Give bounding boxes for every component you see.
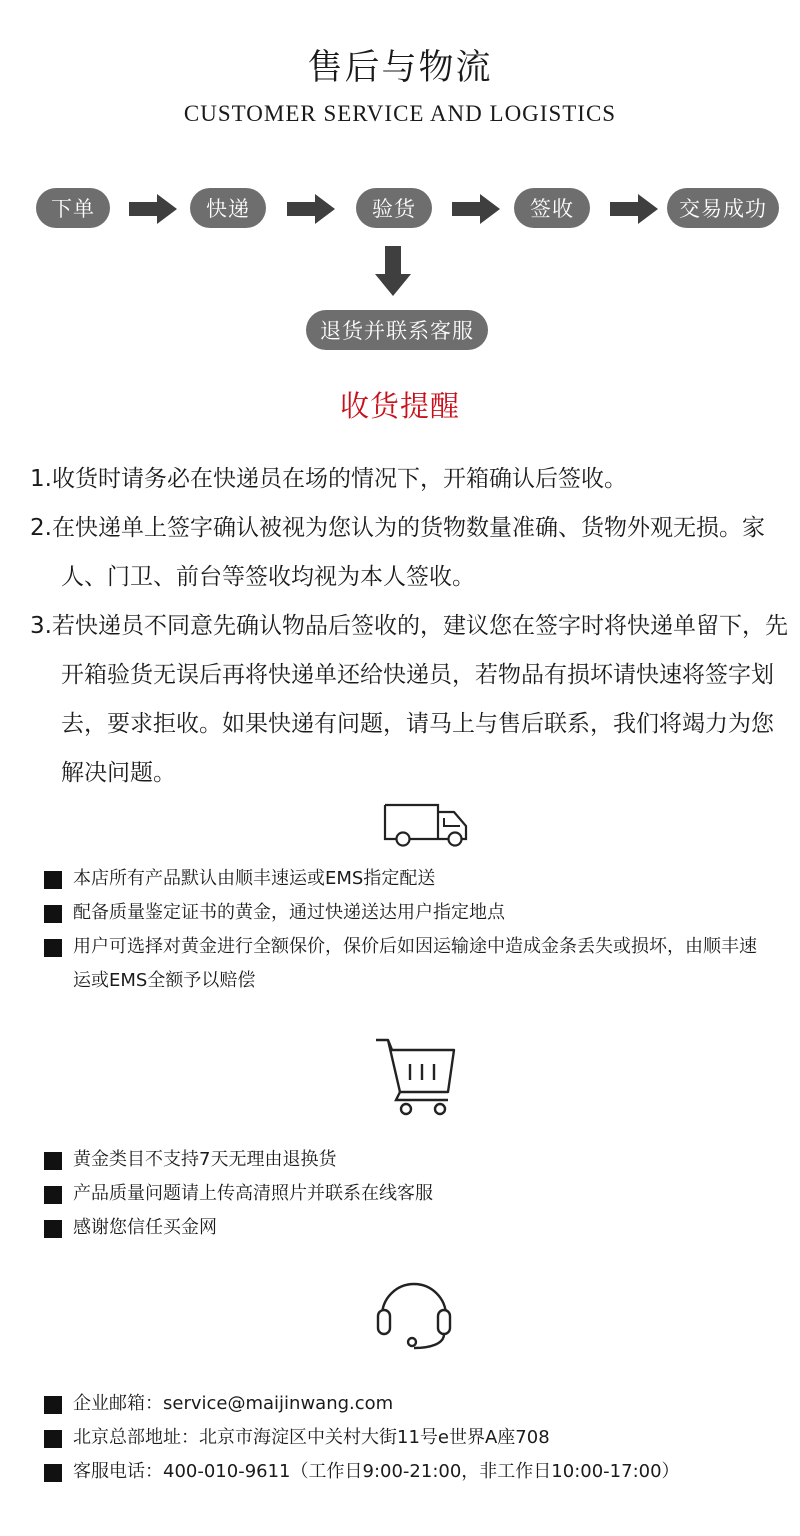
flow-step-sign: 签收 bbox=[514, 188, 590, 228]
bullet-square-icon bbox=[44, 905, 62, 923]
shipping-list bbox=[44, 862, 774, 998]
reminder-item: 2.在快递单上签字确认被视为您认为的货物数量准确、货物外观无损。家人、门卫、前台等签收均视为本人签收。 bbox=[30, 515, 765, 590]
reminder-item: 3.若快递员不同意先确认物品后签收的，建议您在签字时将快递单留下，先开箱验货无误后再将快递单还给快递员，若物品有损坏请快速将签字划去，要求拒收。如果快递有问题，请马上与售后联系，我们将竭力为您解决问题。 bbox=[30, 613, 788, 786]
headset-icon bbox=[374, 1278, 454, 1350]
list-item: 黄金类目不支持7天无理由退换货 bbox=[44, 1143, 433, 1177]
flow-step-order: 下单 bbox=[36, 188, 110, 228]
reminder-item: 1.收货时请务必在快递员在场的情况下，开箱确认后签收。 bbox=[30, 466, 627, 492]
truck-icon bbox=[380, 800, 470, 848]
bullet-square-icon bbox=[44, 1186, 62, 1204]
reminder-title: 收货提醒 bbox=[339, 389, 460, 423]
list-item: 本店所有产品默认由顺丰速运或EMS指定配送 bbox=[44, 862, 774, 896]
list-item: 用户可选择对黄金进行全额保价，保价后如因运输途中造成金条丢失或损坏，由顺丰速运或EMS全额予以赔偿 bbox=[44, 930, 774, 998]
bullet-square-icon bbox=[44, 1430, 62, 1448]
bullet-square-icon bbox=[44, 1220, 62, 1238]
list-item: 感谢您信任买金网 bbox=[44, 1211, 433, 1245]
arrow-right-icon bbox=[287, 194, 335, 224]
bullet-square-icon bbox=[44, 1152, 62, 1170]
flow-step-inspect: 验货 bbox=[356, 188, 432, 228]
shopping-cart-icon bbox=[374, 1036, 458, 1118]
returns-list bbox=[44, 1143, 433, 1245]
reminder-list bbox=[30, 455, 790, 798]
list-item: 产品质量问题请上传高清照片并联系在线客服 bbox=[44, 1177, 433, 1211]
flow-step-return: 退货并联系客服 bbox=[306, 310, 488, 350]
flow-step-success: 交易成功 bbox=[667, 188, 779, 228]
list-item: 配备质量鉴定证书的黄金，通过快递送达用户指定地点 bbox=[44, 896, 774, 930]
bullet-square-icon bbox=[44, 1464, 62, 1482]
bullet-square-icon bbox=[44, 1396, 62, 1414]
contact-list bbox=[44, 1387, 680, 1489]
bullet-square-icon bbox=[44, 871, 62, 889]
arrow-right-icon bbox=[610, 194, 658, 224]
arrow-right-icon bbox=[452, 194, 500, 224]
flow-step-express: 快递 bbox=[190, 188, 266, 228]
bullet-square-icon bbox=[44, 939, 62, 957]
arrow-down-icon bbox=[375, 246, 411, 296]
page-subtitle: CUSTOMER SERVICE AND LOGISTICS bbox=[183, 101, 617, 126]
contact-email: 企业邮箱：service@maijinwang.com bbox=[44, 1387, 680, 1421]
contact-address: 北京总部地址：北京市海淀区中关村大街11号e世界A座708 bbox=[44, 1421, 680, 1455]
arrow-right-icon bbox=[129, 194, 177, 224]
contact-phone: 客服电话：400-010-9611（工作日9:00-21:00，非工作日10:00-17:00） bbox=[44, 1455, 680, 1489]
page-title: 售后与物流 bbox=[307, 48, 493, 88]
